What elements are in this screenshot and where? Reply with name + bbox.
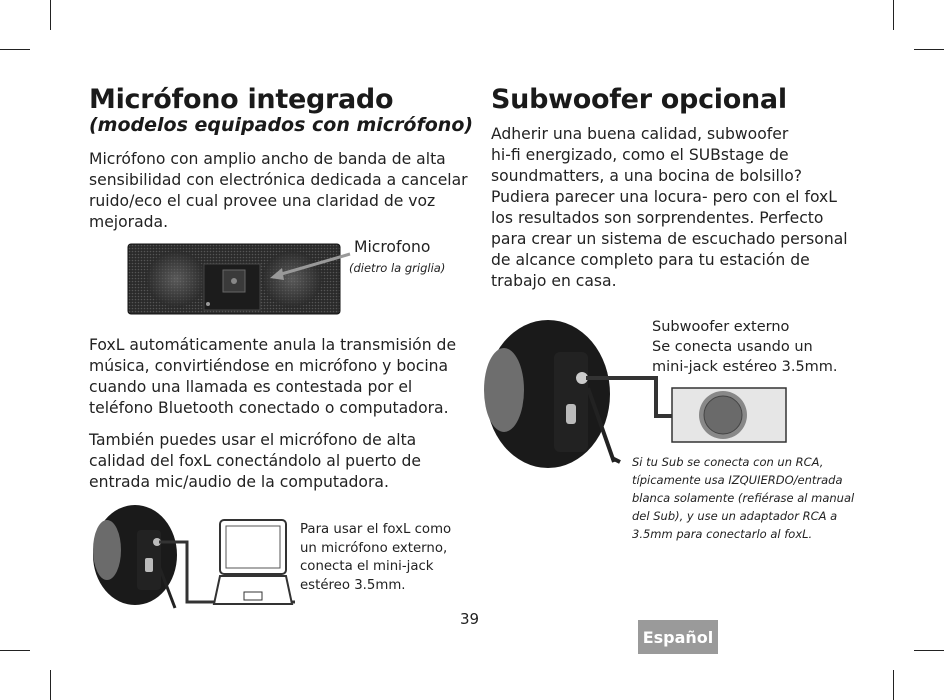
text-line: calidad del foxL conectándolo al puerto de: [89, 452, 422, 470]
text-line: 3.5mm para conectarlo al foxL.: [632, 527, 813, 541]
language-tab: Español: [638, 620, 718, 654]
text-line: los resultados son sorprendentes. Perfecto: [491, 209, 824, 227]
laptop-icon: [212, 518, 294, 606]
text-line: blanca solamente (refiérase al manual: [632, 491, 855, 505]
text-line: soundmatters, a una bocina de bolsillo?: [491, 167, 803, 185]
text-line: Si tu Sub se conecta con un RCA,: [632, 455, 824, 469]
text-line: teléfono Bluetooth conectado o computadora.: [89, 399, 449, 417]
text-line: mini-jack estéreo 3.5mm.: [652, 359, 838, 375]
left-title: Micrófono integrado: [89, 84, 394, 115]
text-line: del Sub), y use un adaptador RCA a: [632, 509, 838, 523]
left-paragraph-3: [89, 430, 469, 493]
text-line: ruido/eco el cual provee una claridad de voz: [89, 192, 436, 210]
text-line: música, convirtiéndose en micrófono y bocina: [89, 357, 449, 375]
right-paragraph-1: [491, 124, 871, 292]
page-number: 39: [460, 610, 480, 628]
text-line: para crear un sistema de escuchado personal: [491, 230, 848, 248]
left-paragraph-2: [89, 335, 469, 419]
text-line: sensibilidad con electrónica dedicada a cancelar: [89, 171, 468, 189]
text-line: cuando una llamada es contestada por el: [89, 378, 413, 396]
text-line: estéreo 3.5mm.: [300, 577, 406, 593]
text-line: Adherir una buena calidad, subwoofer: [491, 125, 789, 143]
text-line: entrada mic/audio de la computadora.: [89, 473, 389, 491]
subwoofer-caption: [652, 317, 838, 377]
text-line: Micrófono con amplio ancho de banda de alta: [89, 150, 446, 168]
microphone-sublabel: (dietro la griglia): [349, 261, 446, 275]
text-line: conecta el mini-jack: [300, 559, 434, 574]
text-line: Se conecta usando un: [652, 339, 813, 355]
text-line: un micrófono externo,: [300, 540, 448, 556]
text-line: típicamente usa IZQUIERDO/entrada: [632, 473, 843, 487]
text-line: También puedes usar el micrófono de alta: [89, 431, 417, 449]
left-subtitle: (modelos equipados con micrófono): [89, 114, 474, 136]
text-line: Pudiera parecer una locura- pero con el foxL: [491, 188, 837, 206]
laptop-caption: [300, 521, 451, 595]
text-line: trabajo en casa.: [491, 272, 617, 290]
right-title: Subwoofer opcional: [491, 84, 787, 115]
text-line: de alcance completo para tu estación de: [491, 251, 810, 269]
text-line: mejorada.: [89, 213, 169, 231]
subwoofer-note: [632, 453, 854, 543]
text-line: hi-fi energizado, como el SUBstage de: [491, 146, 789, 164]
microphone-label: Microfono: [354, 238, 431, 256]
text-line: FoxL automáticamente anula la transmisión de: [89, 336, 457, 354]
text-line: Subwoofer externo: [652, 319, 790, 335]
text-line: Para usar el foxL como: [300, 522, 452, 537]
